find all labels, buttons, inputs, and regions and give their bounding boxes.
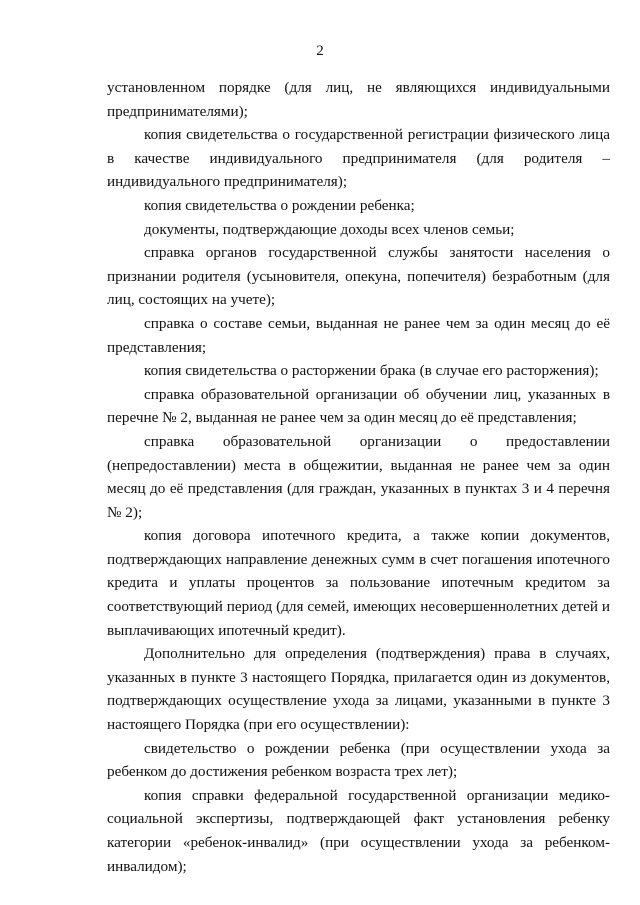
paragraph-unemployment-certificate: справка органов государственной службы занятости населения о признании родителя (усыновителя, опекуна, попечителя) безработным (для лиц, состоящих на учете); xyxy=(107,244,610,309)
paragraph-disability-certificate: копия справки федеральной государственной организации медико-социальной экспертизы, подтверждающей факт установления ребенку категории «ребенок-инвалид» (при осуществлении ухода за ребенком-инвалидом); xyxy=(107,786,610,875)
paragraph-dormitory-certificate: справка образовательной организации о предоставлении (непредоставлении) места в общежитии, выданная не ранее чем за один месяц до её представления (для граждан, указанных в пунктах 3 и 4 перечня № 2); xyxy=(107,432,610,521)
paragraph-divorce-certificate: копия свидетельства о расторжении брака (в случае его расторжения); xyxy=(144,362,599,380)
page-number: 2 xyxy=(316,43,324,59)
paragraph-family-composition: справка о составе семьи, выданная не ранее чем за один месяц до её представления; xyxy=(107,314,610,356)
paragraph-ip-registration: копия свидетельства о государственной регистрации физического лица в качестве индивидуального предпринимателя (для родителя – индивидуального предпринимателя); xyxy=(107,126,610,191)
paragraph-birth-certificate: копия свидетельства о рождении ребенка; xyxy=(144,196,415,214)
document-body xyxy=(107,76,610,878)
paragraph-continuation: установленном порядке (для лиц, не являющихся индивидуальными предпринимателями); xyxy=(107,79,610,120)
paragraph-income-documents: документы, подтверждающие доходы всех членов семьи; xyxy=(144,220,515,238)
paragraph-education-certificate: справка образовательной организации об обучении лиц, указанных в перечне № 2, выданная не ранее чем за один месяц до её представления; xyxy=(107,385,610,427)
paragraph-mortgage-documents: копия договора ипотечного кредита, а также копии документов, подтверждающих направление денежных сумм в счет погашения ипотечного кредита и уплаты процентов за пользование ипотечным кредитом за соответствующий период (для семей, имеющих несовершеннолетних детей и выплачивающих ипотечный кредит). xyxy=(107,527,610,639)
paragraph-additional-documents: Дополнительно для определения (подтверждения) права в случаях, указанных в пункте 3 настоящего Порядка, прилагается один из документов, подтверждающих осуществление ухода за лицами, указанными в пункте 3 настоящего Порядка (при его осуществлении): xyxy=(107,645,610,734)
paragraph-child-birth-certificate: свидетельство о рождении ребенка (при осуществлении ухода за ребенком до достижения ребенком возраста трех лет); xyxy=(107,739,610,781)
